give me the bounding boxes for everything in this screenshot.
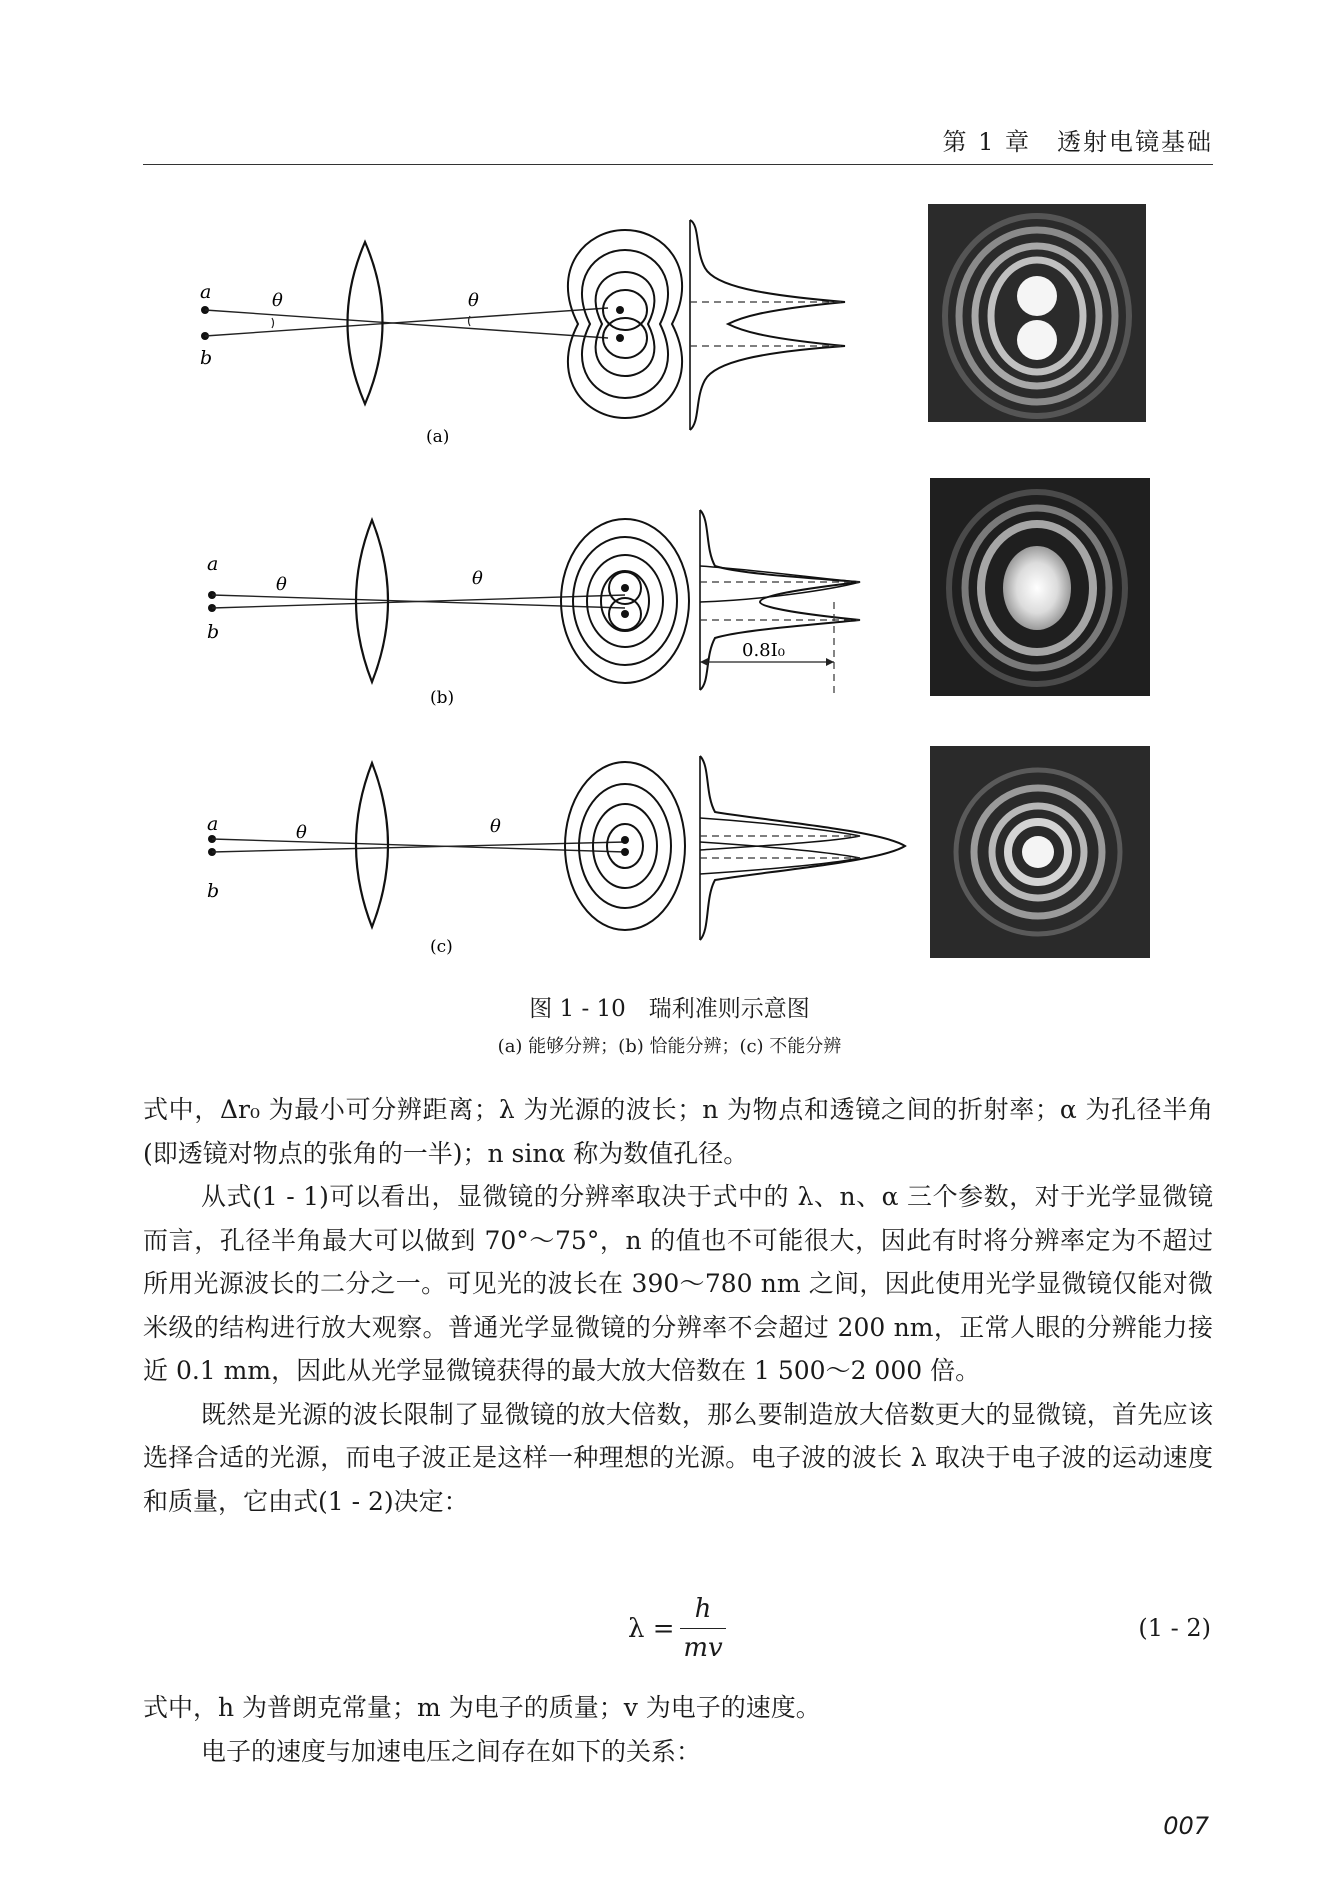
panel-a-label: (a) xyxy=(426,427,450,447)
theta-left: θ xyxy=(296,822,307,843)
body-text-upper xyxy=(143,1088,1213,1523)
equation-lhs: λ = xyxy=(628,1614,675,1644)
point-a-label: a xyxy=(207,813,219,835)
running-head: 第 1 章 透射电镜基础 xyxy=(942,128,1213,156)
theta-right: θ xyxy=(490,816,501,837)
ring-pattern-b xyxy=(561,519,689,683)
equation-denominator: mv xyxy=(683,1633,723,1663)
paragraph-5: 电子的速度与加速电压之间存在如下的关系： xyxy=(201,1736,702,1766)
ray-a xyxy=(205,310,608,338)
intensity-profile-c xyxy=(700,756,905,940)
panel-c-label: (c) xyxy=(430,937,453,957)
ray-b xyxy=(205,308,608,336)
intensity-label-0.8I0: 0.8I₀ xyxy=(742,640,785,661)
paragraph-4: 式中，h 为普朗克常量；m 为电子的质量；v 为电子的速度。 xyxy=(143,1693,821,1722)
panel-b-label: (b) xyxy=(430,688,455,708)
intensity-profile-b xyxy=(700,510,860,695)
page-number: 007 xyxy=(1163,1812,1209,1840)
equation-fraction xyxy=(680,1594,726,1663)
intensity-profile-a xyxy=(690,220,845,430)
figure-caption-title: 图 1 - 10 瑞利准则示意图 xyxy=(529,996,810,1022)
theta-right: θ xyxy=(468,290,479,311)
theta-arc-left xyxy=(272,318,274,328)
paragraph-2: 从式(1 - 1)可以看出，显微镜的分辨率取决于式中的 λ、n、α 三个参数，对于光学显微镜而言，孔径半角最大可以做到 70°～75°，n 的值也不可能很大，因此有时将分辨率定为不超过所用光源波长的二分之一。可见光的波长在 390～780 nm 之间，因此使用光学显微镜仅能对微米级的结构进行放大观察。普通光学显微镜的分辨率不会超过 200 nm，正常人眼的分辨能力接近 0.1 mm，因此从光学显微镜获得的最大放大倍数在 1 500～2 000 倍。 xyxy=(143,1182,1213,1385)
panel-b xyxy=(207,478,1150,708)
theta-left: θ xyxy=(272,290,283,311)
ring-pattern-c xyxy=(565,762,685,930)
ring-pattern-a xyxy=(568,230,682,418)
theta-right: θ xyxy=(472,568,483,589)
lens-a xyxy=(348,242,383,404)
paragraph-1: 式中，Δr₀ 为最小可分辨距离；λ 为光源的波长；n 为物点和透镜之间的折射率；α 为孔径半角(即透镜对物点的张角的一半)；n sinα 称为数值孔径。 xyxy=(143,1095,1213,1168)
equation-1-2 xyxy=(0,1594,1339,1684)
theta-arc-right xyxy=(469,316,471,326)
header-rule xyxy=(143,164,1213,165)
equation-numerator: h xyxy=(694,1594,712,1624)
rayleigh-criterion-figure xyxy=(0,190,1339,980)
point-b-label: b xyxy=(207,621,220,643)
point-b-label: b xyxy=(207,880,220,902)
theta-left: θ xyxy=(276,574,287,595)
body-text-lower xyxy=(143,1686,1213,1773)
paragraph-3: 既然是光源的波长限制了显微镜的放大倍数，那么要制造放大倍数更大的显微镜，首先应该选择合适的光源，而电子波正是这样一种理想的光源。电子波的波长 λ 取决于电子波的运动速度和质量，它由式(1 - 2)决定： xyxy=(143,1399,1213,1516)
fraction-bar xyxy=(680,1628,726,1629)
point-a-label: a xyxy=(207,553,219,575)
panel-c xyxy=(207,746,1150,958)
figure-caption-subtitle: (a) 能够分辨；(b) 恰能分辨；(c) 不能分辨 xyxy=(497,1036,842,1057)
equation-number: (1 - 2) xyxy=(1138,1614,1211,1642)
point-b-label: b xyxy=(200,347,213,369)
panel-a xyxy=(200,204,1146,447)
point-a-label: a xyxy=(200,281,212,303)
